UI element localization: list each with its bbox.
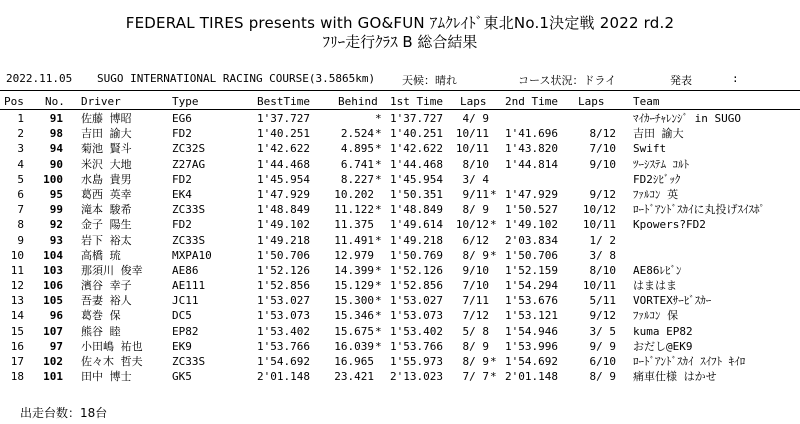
second-laps: 3/ 8 (589, 248, 616, 262)
second-time: 2'03.834 (505, 233, 558, 247)
driver-name: 那須川 俊幸 (81, 263, 143, 277)
first-time-best-marker: * (375, 263, 382, 277)
first-time: 1'50.769 (390, 248, 443, 262)
best-time: 1'45.954 (257, 172, 310, 186)
second-time-best-marker: * (490, 248, 497, 262)
car-number: 105 (43, 294, 63, 308)
behind-gap: 11.491 (334, 233, 374, 247)
driver-name: 水島 貴男 (81, 172, 132, 186)
row-position: 10 (10, 248, 24, 262)
table-row (0, 111, 800, 126)
table-row (0, 187, 800, 202)
car-number: 94 (49, 142, 63, 156)
behind-gap: 11.375 (334, 218, 374, 232)
page-title: FEDERAL TIRES presents with GO&FUN ｱﾑｸﾚｲﾄﾞ東北No.1決定戦 2022 rd.2 (125, 14, 675, 32)
header-laps: Laps (460, 95, 487, 108)
car-type: EK4 (172, 187, 192, 201)
behind-gap: 23.421 (334, 370, 374, 384)
event-date: 2022.11.05 (6, 72, 73, 85)
car-type: ZC33S (172, 203, 206, 217)
first-time: 1'53.027 (390, 294, 443, 308)
announce-label: 発表 (670, 74, 692, 87)
car-number: 102 (43, 355, 63, 368)
first-laps: 7/10 (462, 279, 489, 293)
first-time-best-marker: * (375, 157, 382, 171)
first-time-best-marker: * (375, 172, 382, 186)
second-time: 1'44.814 (505, 157, 558, 171)
header-bottom-rule (0, 109, 800, 110)
first-time: 1'55.973 (390, 355, 443, 368)
car-number: 99 (49, 203, 63, 217)
first-laps: 8/ 9 (462, 248, 489, 262)
first-time: 1'45.954 (390, 172, 443, 186)
row-position: 9 (17, 233, 24, 247)
row-position: 11 (10, 263, 24, 277)
team-name: はまはま (633, 279, 677, 293)
best-time: 1'53.766 (257, 339, 310, 353)
behind-gap: 6.741 (340, 157, 374, 171)
weather-label: 天候：晴れ (402, 74, 457, 87)
behind-gap: 15.675 (334, 324, 374, 338)
team-name: kuma EP82 (633, 324, 693, 338)
table-row (0, 308, 800, 323)
team-name: Swift (633, 142, 667, 156)
best-time: 1'40.251 (257, 127, 310, 141)
driver-name: 田中 博士 (81, 370, 132, 384)
row-position: 17 (10, 355, 24, 368)
driver-name: 熊谷 睦 (81, 324, 121, 338)
second-laps: 9/10 (589, 157, 616, 171)
driver-name: 吉田 諭大 (81, 127, 132, 141)
first-time-best-marker: * (375, 324, 382, 338)
car-type: ZC32S (172, 142, 206, 156)
header-driver: Driver (81, 95, 121, 108)
car-type: JC11 (172, 294, 199, 308)
second-time: 1'52.159 (505, 263, 558, 277)
second-laps: 5/11 (589, 294, 616, 308)
car-number: 104 (43, 248, 63, 262)
first-laps: 5/ 8 (462, 324, 489, 338)
car-type: AE86 (172, 263, 199, 277)
table-row (0, 354, 800, 369)
row-position: 1 (17, 112, 24, 125)
second-time: 1'50.706 (505, 248, 558, 262)
announce-colon: : (732, 72, 739, 85)
first-laps: 7/12 (462, 309, 489, 323)
best-time: 1'44.468 (257, 157, 310, 171)
first-laps: 8/ 9 (462, 203, 489, 217)
driver-name: 葛巻 保 (81, 309, 121, 323)
driver-name: 菊池 賢斗 (81, 142, 132, 156)
row-position: 12 (10, 279, 24, 293)
row-position: 4 (17, 157, 24, 171)
first-time-best-marker: * (375, 339, 382, 353)
behind-gap: 16.039 (334, 339, 374, 353)
car-number: 100 (43, 172, 63, 186)
car-type: EG6 (172, 112, 192, 125)
first-laps: 3/ 4 (462, 172, 489, 186)
second-laps: 6/10 (589, 355, 616, 368)
first-time-best-marker: * (375, 233, 382, 247)
second-time: 2'01.148 (505, 370, 558, 384)
second-laps: 10/11 (582, 218, 616, 232)
second-time-best-marker: * (490, 218, 497, 232)
first-laps: 9/10 (462, 263, 489, 277)
car-number: 103 (43, 263, 63, 277)
second-time: 1'54.946 (505, 324, 558, 338)
header-second-time: 2nd Time (505, 95, 558, 108)
behind-gap: 2.524 (340, 127, 374, 141)
second-time: 1'50.527 (505, 203, 558, 217)
best-time: 1'53.027 (257, 294, 310, 308)
team-name: ﾛｰﾄﾞｱﾝﾄﾞｽｶｲ ｽｲﾌﾄ ｷｲﾛ (633, 355, 746, 368)
second-time-best-marker: * (490, 355, 497, 368)
first-time-best-marker: * (375, 127, 382, 141)
first-time: 1'40.251 (390, 127, 443, 141)
row-position: 3 (17, 142, 24, 156)
header-pos: Pos (4, 95, 24, 108)
second-laps: 10/11 (582, 279, 616, 293)
first-time: 1'42.622 (390, 142, 443, 156)
car-number: 106 (43, 279, 63, 293)
second-laps: 9/12 (589, 187, 616, 201)
row-position: 6 (17, 187, 24, 201)
first-time-best-marker: * (375, 279, 382, 293)
first-time: 1'52.856 (390, 279, 443, 293)
first-laps: 9/11 (462, 187, 489, 201)
table-row (0, 263, 800, 278)
car-number: 93 (49, 233, 63, 247)
first-laps: 10/12 (455, 218, 489, 232)
driver-name: 岩下 裕太 (81, 233, 132, 247)
behind-gap: 10.202 (334, 187, 374, 201)
driver-name: 葛西 英幸 (81, 187, 132, 201)
second-laps: 3/ 5 (589, 324, 616, 338)
car-type: MXPA10 (172, 248, 212, 262)
row-position: 18 (10, 370, 24, 384)
first-laps: 7/ 7 (462, 370, 489, 384)
table-row (0, 157, 800, 172)
second-time: 1'43.820 (505, 142, 558, 156)
row-position: 7 (17, 203, 24, 217)
driver-name: 高橋 琉 (81, 248, 121, 262)
best-time: 1'49.218 (257, 233, 310, 247)
table-row (0, 172, 800, 187)
first-laps: 10/11 (455, 142, 489, 156)
car-type: ZC33S (172, 355, 206, 368)
table-row (0, 278, 800, 293)
driver-name: 佐々木 哲夫 (81, 355, 143, 368)
row-position: 15 (10, 324, 24, 338)
table-row (0, 126, 800, 141)
second-laps: 8/10 (589, 263, 616, 277)
table-row (0, 217, 800, 232)
first-time: 1'49.218 (390, 233, 443, 247)
header-no: No. (45, 95, 65, 108)
first-time: 1'37.727 (390, 112, 443, 125)
team-name: Kpowers?FD2 (633, 218, 706, 232)
second-time: 1'47.929 (505, 187, 558, 201)
table-row (0, 233, 800, 248)
row-position: 14 (10, 309, 24, 323)
header-best-time: BestTime (257, 95, 310, 108)
second-time: 1'54.294 (505, 279, 558, 293)
first-time: 1'52.126 (390, 263, 443, 277)
first-time-best-marker: * (375, 142, 382, 156)
row-position: 2 (17, 127, 24, 141)
driver-name: 金子 陽生 (81, 218, 132, 232)
best-time: 1'42.622 (257, 142, 310, 156)
second-time: 1'41.696 (505, 127, 558, 141)
driver-name: 小田嶋 祐也 (81, 339, 143, 353)
car-type: DC5 (172, 309, 192, 323)
driver-name: 濱谷 幸子 (81, 279, 132, 293)
behind-gap: 15.346 (334, 309, 374, 323)
car-type: FD2 (172, 218, 192, 232)
first-time-best-marker: * (375, 294, 382, 308)
team-name: ﾏｲｶｰﾁｬﾚﾝｼﾞ in SUGO (633, 112, 741, 125)
car-type: Z27AG (172, 157, 206, 171)
best-time: 1'52.126 (257, 263, 310, 277)
car-number: 98 (49, 127, 63, 141)
car-number: 90 (49, 157, 63, 171)
first-time: 1'50.351 (390, 187, 443, 201)
team-name: 痛車仕様 はかせ (633, 370, 717, 384)
second-time: 1'53.996 (505, 339, 558, 353)
second-laps: 9/12 (589, 309, 616, 323)
behind-gap: 15.129 (334, 279, 374, 293)
behind-gap: 4.895 (340, 142, 374, 156)
table-row (0, 141, 800, 156)
car-number: 107 (43, 324, 63, 338)
behind-gap: 11.122 (334, 203, 374, 217)
car-type: EK9 (172, 339, 192, 353)
first-time: 1'53.402 (390, 324, 443, 338)
first-time: 1'49.614 (390, 218, 443, 232)
first-laps: 10/11 (455, 127, 489, 141)
first-laps: 6/12 (462, 233, 489, 247)
second-laps: 8/12 (589, 127, 616, 141)
header-behind: Behind (338, 95, 378, 108)
best-time: 1'52.856 (257, 279, 310, 293)
results-table (0, 111, 800, 384)
second-laps: 10/12 (582, 203, 616, 217)
header-first-time: 1st Time (390, 95, 443, 108)
behind-gap: 15.300 (334, 294, 374, 308)
behind-gap: 12.979 (334, 248, 374, 262)
team-name: おだし@EK9 (633, 339, 693, 353)
best-time: 1'53.073 (257, 309, 310, 323)
header-team: Team (633, 95, 660, 108)
first-time: 1'53.073 (390, 309, 443, 323)
car-type: FD2 (172, 127, 192, 141)
team-name: VORTEXｻｰﾋﾞｽｶｰ (633, 294, 712, 308)
header-laps-2: Laps (578, 95, 605, 108)
team-name: FD2ｼﾋﾞｯｸ (633, 172, 681, 186)
first-laps: 8/ 9 (462, 339, 489, 353)
best-time: 1'47.929 (257, 187, 310, 201)
best-time: 1'48.849 (257, 203, 310, 217)
table-row (0, 202, 800, 217)
behind-gap: 14.399 (334, 263, 374, 277)
driver-name: 滝本 駿希 (81, 203, 132, 217)
second-laps: 9/ 9 (589, 339, 616, 353)
table-row (0, 324, 800, 339)
page-subtitle: ﾌﾘｰ走行ｸﾗｽ B 総合結果 (322, 33, 478, 51)
second-time: 1'53.676 (505, 294, 558, 308)
table-row (0, 369, 800, 384)
first-time: 1'48.849 (390, 203, 443, 217)
behind-gap: 8.227 (340, 172, 374, 186)
team-name: ﾌｧﾙｺﾝ 保 (633, 309, 679, 323)
second-laps: 1/ 2 (589, 233, 616, 247)
behind-gap: 16.965 (334, 355, 374, 368)
row-position: 5 (17, 172, 24, 186)
second-time: 1'53.121 (505, 309, 558, 323)
team-name: AE86ﾚﾋﾞﾝ (633, 263, 682, 277)
team-name: ﾌｧﾙｺﾝ 英 (633, 187, 679, 201)
car-number: 91 (49, 112, 63, 125)
first-time-best-marker: * (375, 112, 382, 125)
row-position: 8 (17, 218, 24, 232)
car-number: 95 (49, 187, 63, 201)
first-time-best-marker: * (375, 309, 382, 323)
second-time: 1'54.692 (505, 355, 558, 368)
entry-count: 出走台数：18台 (20, 406, 108, 420)
first-time-best-marker: * (375, 203, 382, 217)
best-time: 1'50.706 (257, 248, 310, 262)
course-status-label: コース状況：ドライ (518, 74, 617, 87)
row-position: 13 (10, 294, 24, 308)
team-name: ﾛｰﾄﾞｱﾝﾄﾞｽｶｲに丸投げｽｲｽﾎﾟ (633, 203, 765, 217)
first-time: 1'44.468 (390, 157, 443, 171)
car-number: 101 (43, 370, 63, 384)
team-name: ﾂｰｼｽﾃﾑ ｺﾙﾄ (633, 157, 690, 171)
best-time: 1'54.692 (257, 355, 310, 368)
best-time: 2'01.148 (257, 370, 310, 384)
first-time: 1'53.766 (390, 339, 443, 353)
car-number: 96 (49, 309, 63, 323)
car-number: 97 (49, 339, 63, 353)
first-laps: 4/ 9 (462, 112, 489, 125)
second-time-best-marker: * (490, 187, 497, 201)
second-laps: 8/ 9 (589, 370, 616, 384)
first-laps: 7/11 (462, 294, 489, 308)
car-type: FD2 (172, 172, 192, 186)
table-row (0, 339, 800, 354)
best-time: 1'37.727 (257, 112, 310, 125)
course-name: SUGO INTERNATIONAL RACING COURSE(3.5865km) (97, 72, 376, 85)
first-time: 2'13.023 (390, 370, 443, 384)
driver-name: 吾妻 裕人 (81, 294, 132, 308)
second-time: 1'49.102 (505, 218, 558, 232)
table-row (0, 293, 800, 308)
car-type: AE111 (172, 279, 206, 293)
car-type: GK5 (172, 370, 192, 384)
header-top-rule (0, 90, 800, 91)
best-time: 1'53.402 (257, 324, 310, 338)
header-type: Type (172, 95, 199, 108)
second-laps: 7/10 (589, 142, 616, 156)
best-time: 1'49.102 (257, 218, 310, 232)
car-type: ZC33S (172, 233, 206, 247)
first-laps: 8/10 (462, 157, 489, 171)
second-time-best-marker: * (490, 370, 497, 384)
driver-name: 佐藤 博昭 (81, 112, 132, 125)
team-name: 吉田 諭大 (633, 127, 684, 141)
table-row (0, 248, 800, 263)
car-type: EP82 (172, 324, 199, 338)
car-number: 92 (49, 218, 63, 232)
row-position: 16 (10, 339, 24, 353)
driver-name: 米沢 大地 (81, 157, 132, 171)
first-laps: 8/ 9 (462, 355, 489, 368)
